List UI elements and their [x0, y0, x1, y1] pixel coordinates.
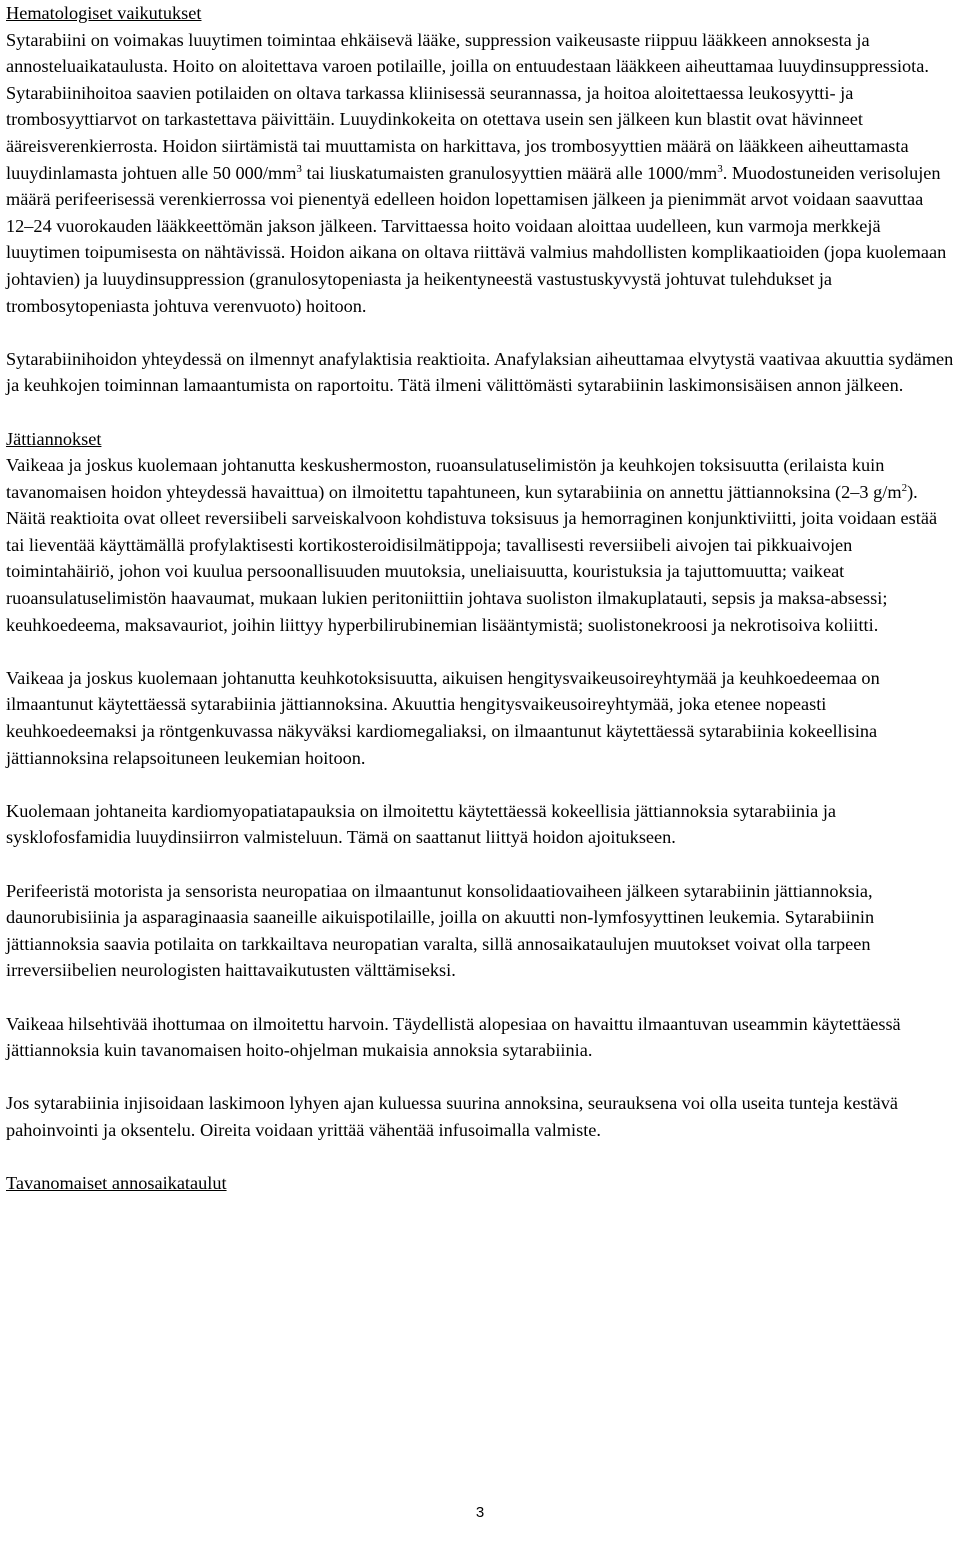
superscript: 3: [717, 162, 723, 175]
paragraph-gap: [6, 984, 954, 1011]
section-heading-high-doses: Jättiannokset: [6, 428, 102, 449]
text-run: Vaikeaa ja joskus kuolemaan johtanutta keskushermoston, ruoansulatuselimistön ja keuhkojen toksisuutta (erilaista kuin tavanomaisen hoidon yhteydessä havaittua) on ilmoitettu tapahtuneen, kun sytarabiinia on annettu jättiannoksina (2–3 g/m: [6, 455, 902, 502]
paragraph-high-doses-3: Kuolemaan johtaneita kardiomyopatiatapauksia on ilmoitettu käytettäessä kokeellisia jättiannoksia sytarabiinia ja sysklofosfamidia luuydinsiirron valmisteluun. Tämä on saattanut liittyä hoidon ajoitukseen.: [6, 800, 837, 848]
superscript: 2: [901, 481, 908, 494]
paragraph-gap: [6, 851, 954, 878]
paragraph-gap: [6, 319, 954, 346]
paragraph-gap: [6, 638, 954, 665]
paragraph-gap: [6, 399, 954, 426]
paragraph-gap: [6, 1064, 954, 1091]
section-heading-conventional: Tavanomaiset annosaikataulut: [6, 1173, 227, 1194]
section-heading-hematologic: Hematologiset vaikutukset: [6, 3, 202, 23]
paragraph-high-doses-2: Vaikeaa ja joskus kuolemaan johtanutta keuhkotoksisuutta, aikuisen hengitysvaikeusoireyhtymää ja keuhkoedeemaa on ilmaantunut käytettäessä sytarabiinia jättiannoksina. Akuuttia hengitysvaikeusoireyhtymää, joka etenee nopeasti keuhkoedeemaksi ja röntgenkuvassa näkyväksi kardiomegaliaksi, on ilmaantunut käytettäessä sytarabiinia kokeellisina jättiannoksina relapsoituneen leukemian hoitoon.: [6, 667, 880, 768]
paragraph-high-doses-4: Perifeeristä motorista ja sensorista neuropatiaa on ilmaantunut konsolidaatiovaiheen jälkeen sytarabiinin jättiannoksia, daunorubisiinia ja asparaginaasia saaneille aikuispotilaille, joilla on akuutti non-lymfosyyttinen leukemia. Sytarabiinin jättiannoksia saavia potilaita on tarkkailtava neuropatian varalta, sillä annosaikataulujen muutokset voivat olla tarpeen irreversiibelien neurologisten haittavaikutusten välttämiseksi.: [6, 880, 875, 981]
paragraph-gap: [6, 1144, 954, 1171]
text-run: tai liuskatumaisten granulosyyttien määrä alle 1000/mm: [301, 162, 718, 183]
text-run: Sytarabiini on voimakas luuytimen toimintaa ehkäisevä lääke, suppression vaikeusaste riippuu lääkkeen annoksesta ja annosteluaikataulusta. Hoito on aloitettava varoen potilaille, joilla on entuudestaan lääkkeen aiheuttamaa luuydinsuppressiota. Sytarabiinihoitoa saavien potilaiden on oltava tarkassa kliinisessä seurannassa, ja hoitoa aloitettaessa leukosyytti- ja trombosyyttiarvot on tarkastettava päivittäin. Luuydinkokeita on otettava usein sen jälkeen kun blastit ovat hävinneet ääreisverenkierrosta. Hoidon siirtämistä tai muuttamista on harkittava, jos trombosyyttien määrä on lääkkeen aiheuttamasta luuydinlamasta johtuen alle 50 000/mm: [6, 29, 929, 183]
superscript: 3: [296, 162, 302, 175]
document-page: [6, 0, 954, 1197]
paragraph-gap: [6, 771, 954, 798]
paragraph-high-doses-5: Vaikeaa hilsehtivää ihottumaa on ilmoitettu harvoin. Täydellistä alopesiaa on havaittu ilmaantuvan useammin käytettäessä jättiannoksia kuin tavanomaisen hoito-ohjelman mukaisia annoksia sytarabiinia.: [6, 1013, 901, 1061]
paragraph-hematologic-2: Sytarabiinihoidon yhteydessä on ilmennyt anafylaktisia reaktioita. Anafylaksian aiheuttamaa elvytystä vaativaa akuuttia sydämen ja keuhkojen toiminnan lamaantumista on raportoitu. Tätä ilmeni välittömästi sytarabiinin laskimonsisäisen annon jälkeen.: [6, 348, 954, 396]
text-run: . Muodostuneiden verisolujen määrä perifeerisessä verenkierrossa voi pienentyä edelleen hoidon lopettamisen jälkeen ja pienimmät arvot voidaan saavuttaa 12–24 vuorokauden lääkkeettömän jakson jälkeen. Tarvittaessa hoito voidaan aloittaa uudelleen, kun varmoja merkkejä luuytimen toipumisesta on nähtävissä. Hoidon aikana on oltava riittävä valmius mahdollisten komplikaatioiden (jopa kuolemaan johtavien) ja luuydinsuppression (granulosytopeniasta ja heikentyneestä vastustuskyvystä johtuvat tulehdukset ja trombosytopeniasta johtuva verenvuoto) hoitoon.: [6, 162, 947, 316]
page-number: 3: [475, 1504, 485, 1521]
text-run: ). Näitä reaktioita ovat olleet reversiibeli sarveiskalvoon kohdistuva toksisuus ja hemorraginen konjunktiviitti, joita voidaan estää tai lieventää käyttämällä profylaktisesti kortikosteroidisilmätippoja; tavallisesti reversiibeli aivojen tai pikkuaivojen toimintahäiriö, johon voi kuulua persoonallisuuden muutoksia, uneliaisuutta, kouristuksia ja tajuttomuutta; vaikeat ruoansulatuselimistön haavaumat, mukaan lukien peritoniittiin johtava suoliston ilmakuplatauti, sepsis ja maksa-absessi; keuhkoedeema, maksavauriot, joihin liittyy hyperbilirubinemian lisääntymistä; suolistonekroosi ja nekrotisoiva koliitti.: [6, 481, 938, 635]
paragraph-high-doses-6: Jos sytarabiinia injisoidaan laskimoon lyhyen ajan kuluessa suurina annoksina, seurauksena voi olla useita tunteja kestävä pahoinvointi ja oksentelu. Oireita voidaan yrittää vähentää infusoimalla valmiste.: [6, 1093, 899, 1140]
paragraph-hematologic-1: [6, 27, 954, 320]
paragraph-high-doses-1: [6, 452, 954, 638]
